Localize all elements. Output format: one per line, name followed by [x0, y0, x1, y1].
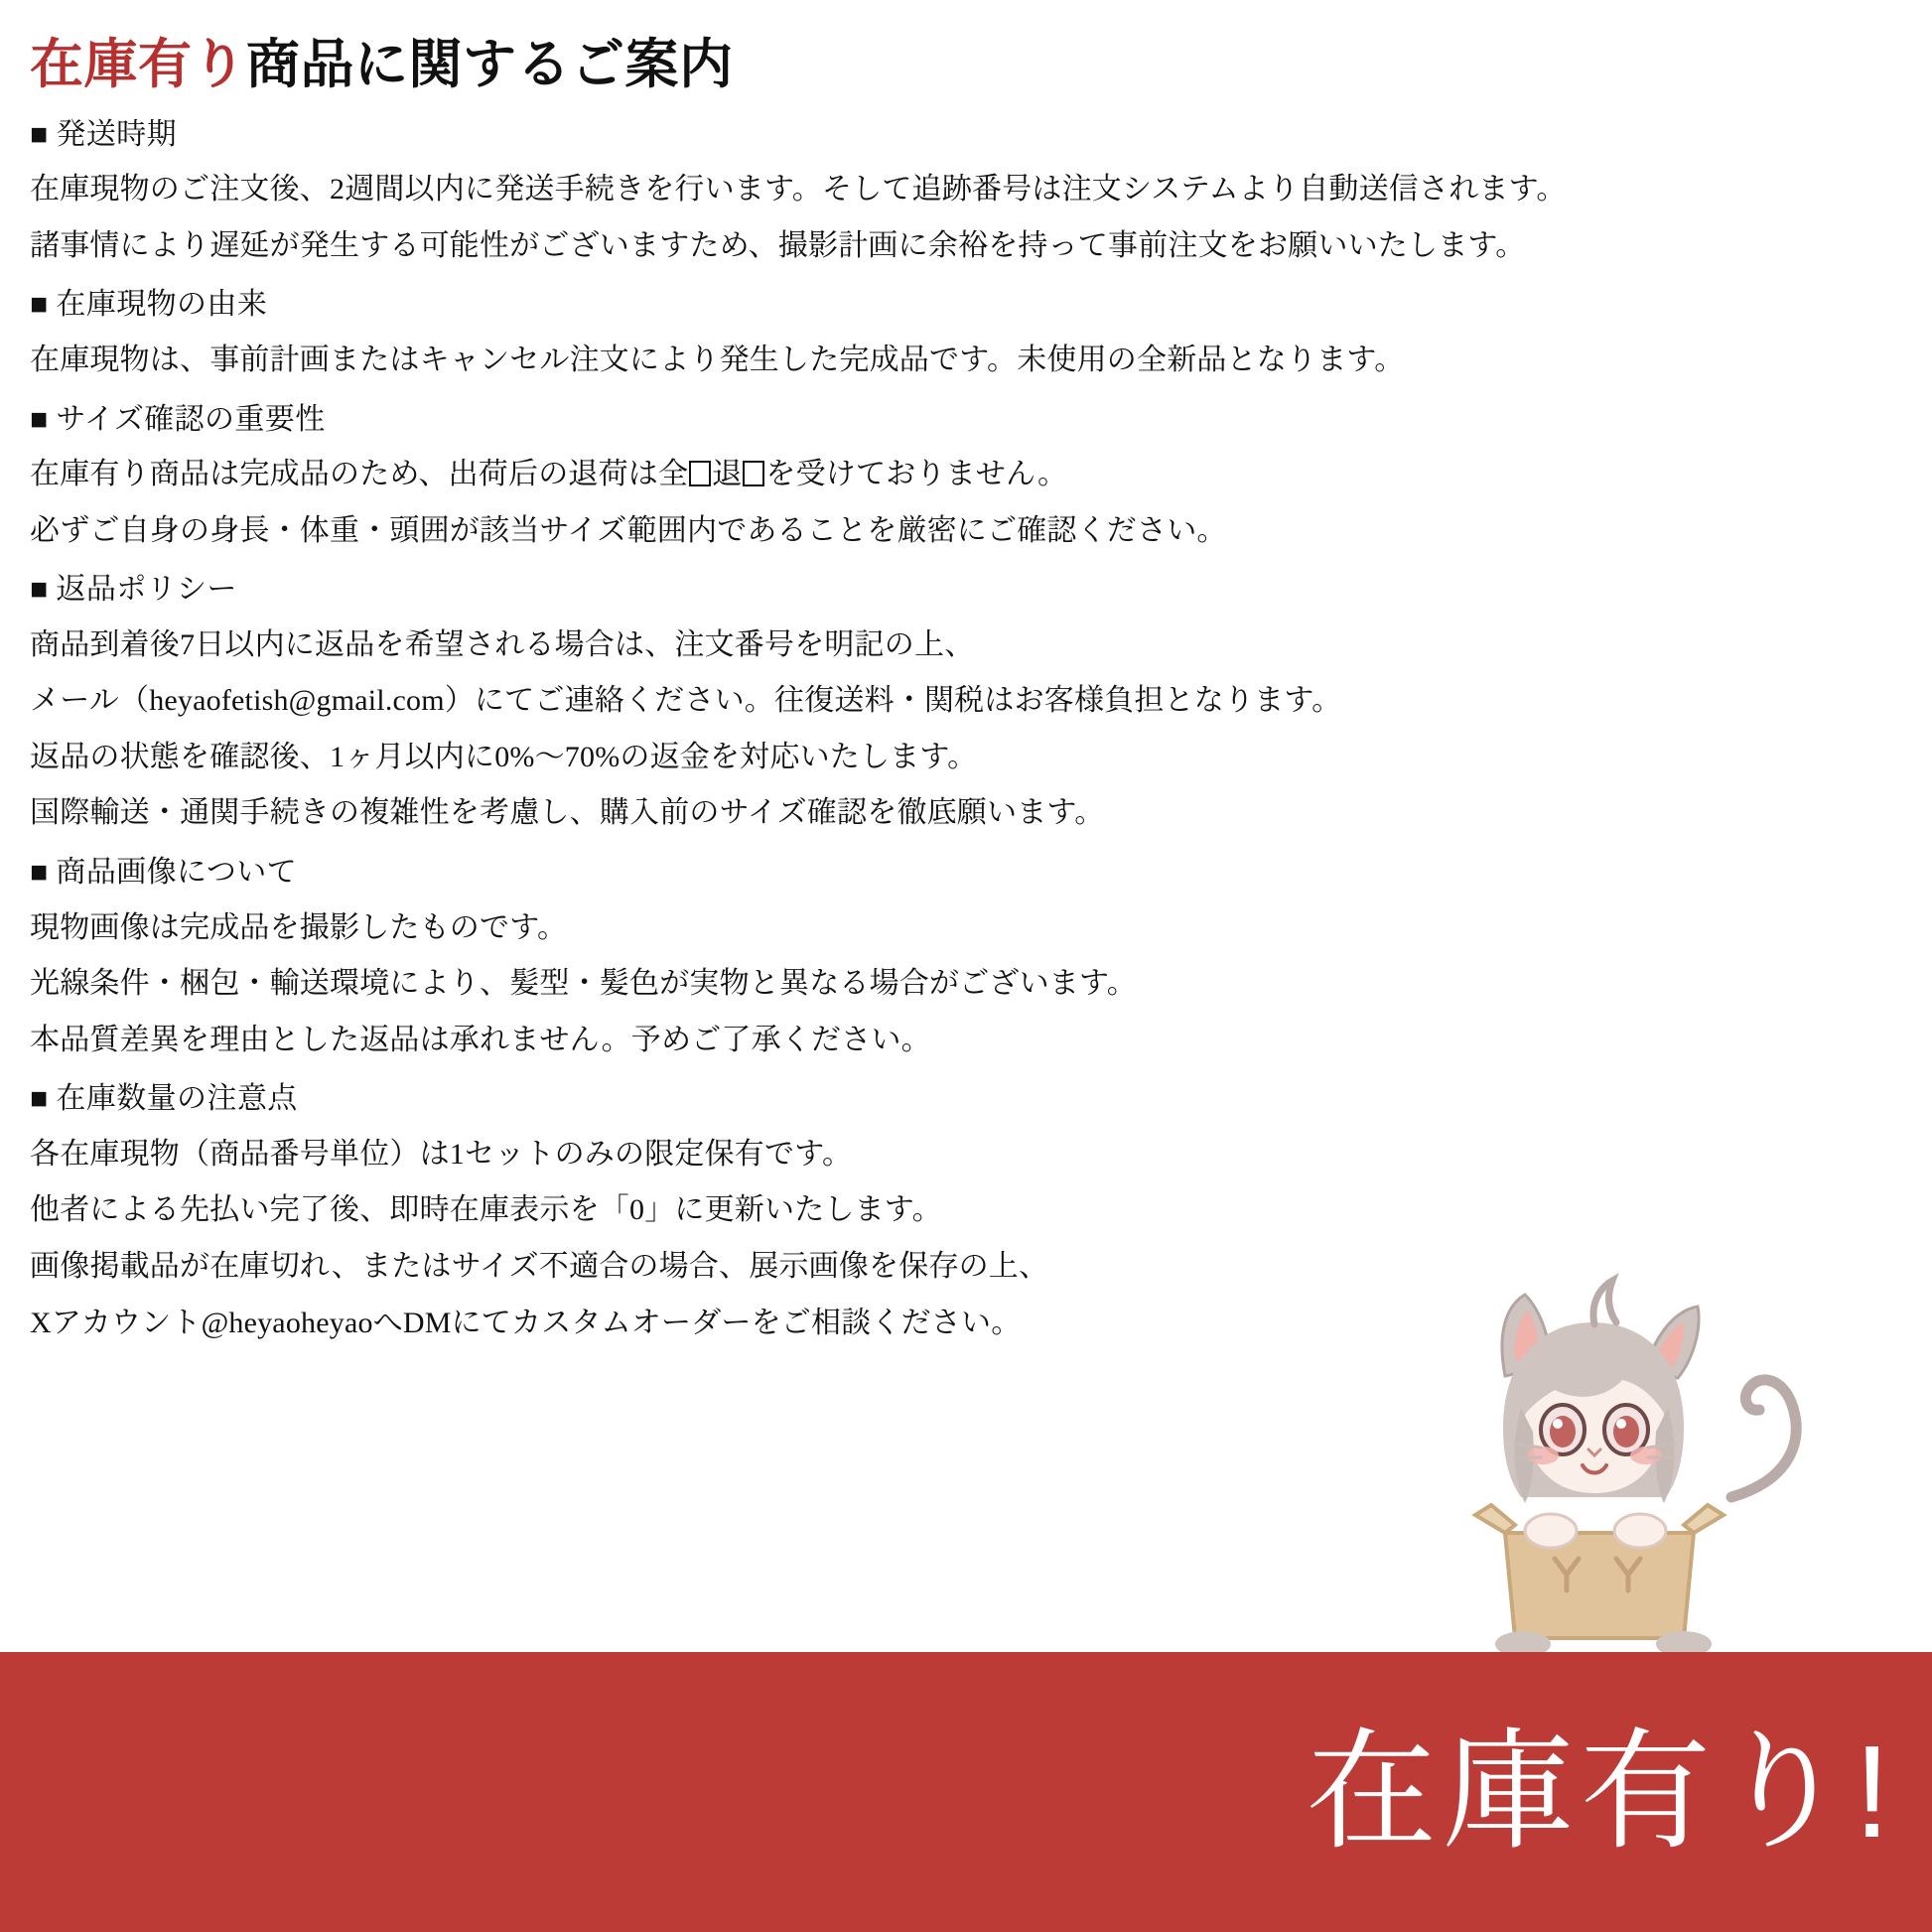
section-heading: ■ 返品ポリシー	[30, 573, 237, 607]
missing-glyph-box	[689, 461, 711, 486]
page-title-accent: 在庫有り	[30, 35, 246, 94]
section-paragraph-social: Xアカウント@heyaoheyaoへDMにてカスタムオーダーをご相談ください。	[30, 1306, 1022, 1339]
page-title	[30, 34, 1902, 97]
cat-girl-in-box-illustration	[1356, 1249, 1872, 1666]
section-paragraph-email: メール（heyaofetish@gmail.com）にてご連絡ください。往復送料・関税はお客様負担となります。	[30, 684, 1342, 718]
section-paragraph: 光線条件・梱包・輸送環境により、髪型・髪色が実物と異なる場合がございます。	[30, 967, 1137, 1001]
section-stock-origin	[30, 285, 1902, 381]
section-shipping	[30, 115, 1902, 268]
section-product-images	[30, 853, 1902, 1061]
page-title-rest: 商品に関するご案内	[246, 35, 734, 94]
section-heading: ■ 商品画像について	[30, 856, 298, 890]
section-heading: ■ サイズ確認の重要性	[30, 402, 326, 436]
stock-banner	[0, 1652, 1932, 1932]
section-paragraph: 各在庫現物（商品番号単位）は1セットのみの限定保有です。	[30, 1137, 853, 1171]
missing-glyph-box	[743, 461, 764, 486]
section-heading: ■ 在庫現物の由来	[30, 288, 268, 322]
section-paragraph: 必ずご自身の身長・体重・頭囲が該当サイズ範囲内であることを厳密にご確認ください。	[30, 513, 1227, 547]
document-content	[30, 34, 1902, 1344]
section-paragraph: 他者による先払い完了後、即時在庫表示を「0」に更新いたします。	[30, 1193, 942, 1227]
section-paragraph: 諸事情により遅延が発生する可能性がございますため、撮影計画に余裕を持って事前注文をお願いいたします。	[30, 228, 1526, 262]
section-return-policy	[30, 570, 1902, 835]
stock-banner-text: 在庫有り!	[1306, 1719, 1896, 1864]
section-paragraph: 本品質差異を理由とした返品は承れません。予めご了承ください。	[30, 1023, 931, 1056]
section-paragraph: 返品の状態を確認後、1ヶ月以内に0%〜70%の返金を対応いたします。	[30, 740, 978, 773]
section-heading: ■ 発送時期	[30, 117, 178, 151]
section-paragraph: 在庫有り商品は完成品のため、出荷后の退荷は全 退 を受けておりません。	[30, 458, 1068, 490]
section-paragraph: 在庫現物のご注文後、2週間以内に発送手続きを行います。そして追跡番号は注文システムより自動送信されます。	[30, 173, 1567, 207]
section-heading: ■ 在庫数量の注意点	[30, 1082, 298, 1116]
section-paragraph: 画像掲載品が在庫切れ、またはサイズ不適合の場合、展示画像を保存の上、	[30, 1250, 1049, 1284]
section-paragraph: 商品到着後7日以内に返品を希望される場合は、注文番号を明記の上、	[30, 627, 975, 661]
section-paragraph: 国際輸送・通関手続きの複雑性を考慮し、購入前のサイズ確認を徹底願います。	[30, 796, 1105, 830]
section-size-check	[30, 400, 1902, 553]
section-paragraph: 現物画像は完成品を撮影したものです。	[30, 910, 568, 944]
section-paragraph: 在庫現物は、事前計画またはキャンセル注文により発生した完成品です。未使用の全新品となります。	[30, 343, 1405, 376]
